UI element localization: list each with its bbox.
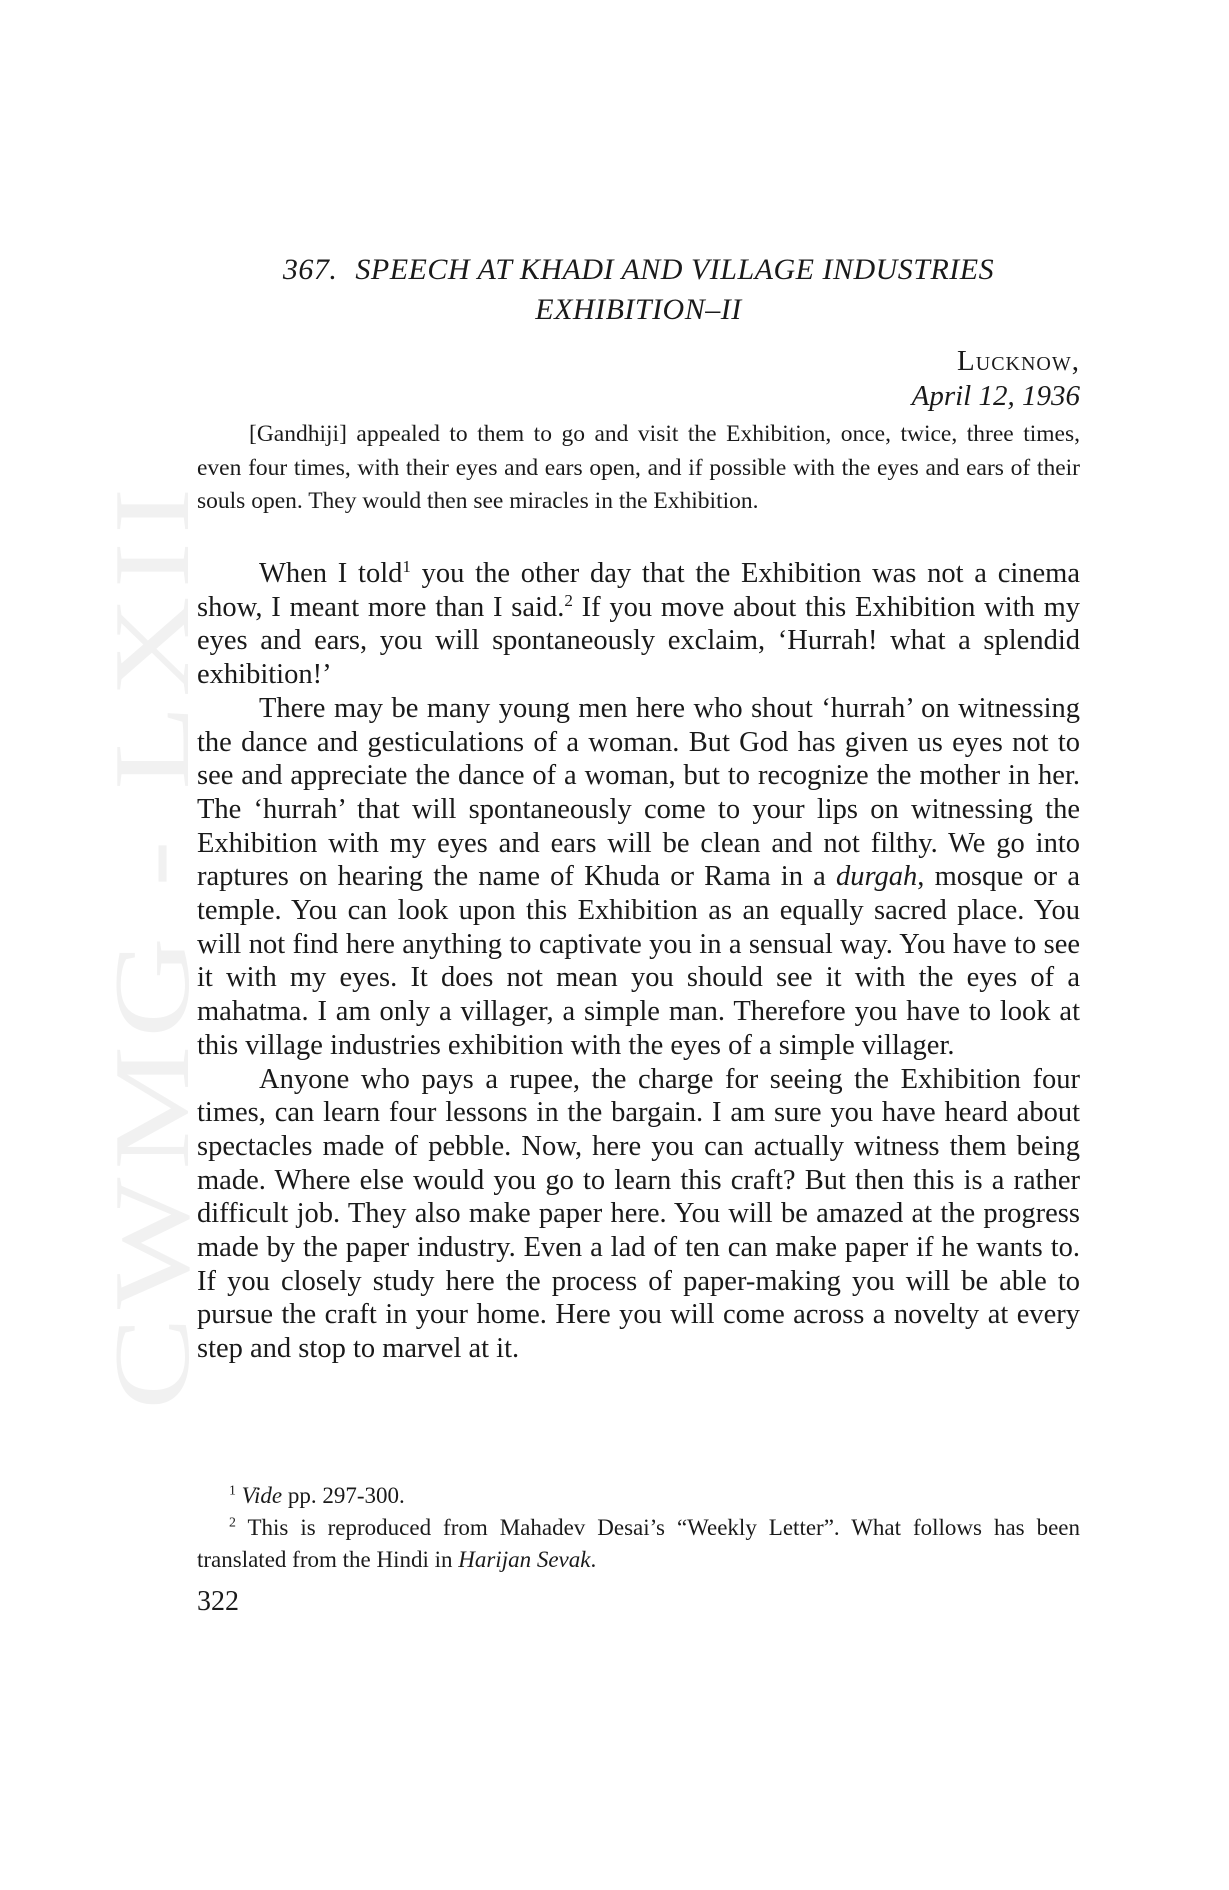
item-number: 367. — [282, 253, 338, 286]
footnote-2-end: . — [590, 1547, 597, 1572]
speech-body — [197, 557, 1080, 1366]
footnotes — [197, 1480, 1080, 1576]
page-number: 322 — [197, 1586, 239, 1617]
footnote-ref-2: 2 — [564, 590, 573, 610]
p1-text-b: you the other day that the Exhibition was not a cinema show, I meant more than I said. — [197, 558, 1080, 623]
heading-title: SPEECH AT KHADI AND VILLAGE INDUSTRIES — [355, 253, 995, 286]
p2-italic-term: durgah — [835, 861, 918, 893]
dateline-date: April 12, 1936 — [911, 380, 1080, 412]
footnote-1-mark: 1 — [229, 1482, 236, 1498]
p1-text-c: If you move about this Exhibition with my eyes and ears, you will spontaneously exclaim, ‘Hurrah! what a splendid exhibition!’ — [197, 591, 1080, 691]
heading-line-1 — [197, 250, 1080, 290]
p2-text-a: There may be many young men here who shout ‘hurrah’ on witnessing the dance and gesticulations of a woman. But God has given us eyes not to see and appreciate the dance of a woman, but to recognize the mother in her. The ‘hurrah’ that will spontaneously come to your lips on witnessing the Exhibition with my eyes and ears will be clean and not filthy. We go into raptures on hearing the name of Khuda or Rama in a — [197, 692, 1080, 893]
footnote-2-mark: 2 — [229, 1514, 236, 1530]
body-paragraph-1 — [197, 557, 1080, 692]
watermark-text: CWMG - LXII — [93, 690, 212, 1410]
footnote-ref-1: 1 — [402, 556, 411, 576]
body-paragraph-3: Anyone who pays a rupee, the charge for seeing the Exhibition four times, can learn four lessons in the bargain. I am sure you have heard about spectacles made of pebble. Now, here you can actually witness them being made. Where else would you go to learn this craft? But then this is a rather difficult job. They also make paper here. You will be amazed at the progress made by the paper industry. Even a lad of ten can make paper if he wants to. If you closely study here the process of paper-making you will be able to pursue the craft in your home. Here you will come across a novelty at every step and stop to marvel at it. — [197, 1063, 1080, 1365]
footnote-1-text: pp. 297-300. — [282, 1483, 405, 1508]
dateline-place: Lucknow, — [957, 345, 1080, 377]
p2-text-b: , mosque or a temple. You can look upon this Exhibition as an equally sacred place. You will not find here anything to captivate you in a sensual way. You have to see it with my eyes. It does not mean you should see it with the eyes of a mahatma. I am only a villager, a simple man. Therefore you have to look at this village industries exhibition with the eyes of a simple villager. — [197, 861, 1080, 1061]
footnote-2 — [197, 1512, 1080, 1576]
footnote-2-text: This is reproduced from Mahadev Desai’s “Weekly Letter”. What follows has been translated from the Hindi in — [197, 1515, 1080, 1572]
heading-line-2: EXHIBITION–II — [535, 293, 742, 326]
body-paragraph-2 — [197, 692, 1080, 1063]
watermark — [93, 470, 212, 1420]
intro-paragraph: [Gandhiji] appealed to them to go and visit the Exhibition, once, twice, three times, even four times, with their eyes and ears open, and if possible with the eyes and ears of their souls open. They would then see miracles in the Exhibition. — [197, 421, 1080, 514]
footnote-1 — [197, 1480, 1080, 1512]
document-heading — [197, 250, 1080, 330]
footnote-2-italic: Harijan Sevak — [458, 1547, 591, 1572]
footnote-1-italic: Vide — [241, 1483, 283, 1508]
p1-text-a: When I told — [259, 558, 403, 589]
